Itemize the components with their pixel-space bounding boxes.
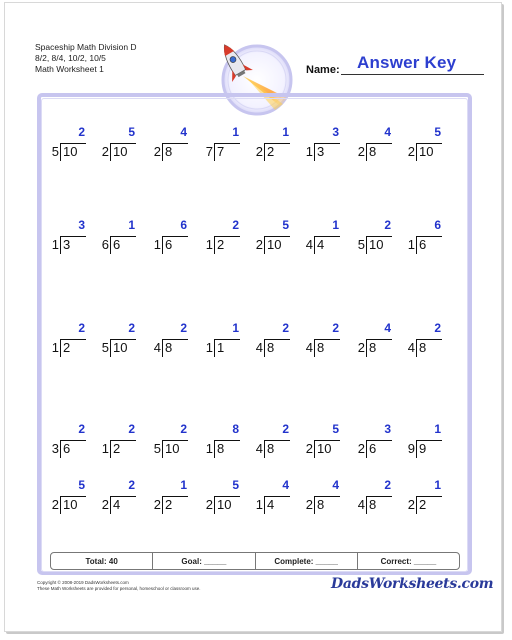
division-problem xyxy=(249,218,293,262)
division-bracket xyxy=(45,496,89,516)
dividend: 8 xyxy=(369,340,377,355)
division-problem xyxy=(299,422,343,466)
dividend: 8 xyxy=(267,441,275,456)
problem-grid xyxy=(45,125,465,545)
dividend: 8 xyxy=(317,340,325,355)
divisor: 4 xyxy=(305,237,313,252)
division-bracket xyxy=(351,496,395,516)
division-problem xyxy=(249,321,293,365)
quotient-answer: 4 xyxy=(180,125,187,139)
bracket-bar xyxy=(162,143,163,161)
dividend: 10 xyxy=(267,237,282,252)
divisor: 2 xyxy=(205,497,213,512)
divisor: 4 xyxy=(153,340,161,355)
bracket-bar xyxy=(110,236,111,254)
quotient-answer: 4 xyxy=(384,321,391,335)
bracket-bar xyxy=(366,440,367,458)
division-problem xyxy=(401,218,445,262)
divisor: 2 xyxy=(51,497,59,512)
quotient-answer: 2 xyxy=(282,422,289,436)
division-bracket xyxy=(351,339,395,359)
dividend: 1 xyxy=(217,340,225,355)
division-bracket xyxy=(147,496,191,516)
division-bracket xyxy=(299,339,343,359)
division-bracket xyxy=(401,143,445,163)
division-bracket xyxy=(401,496,445,516)
dividend: 6 xyxy=(113,237,121,252)
dividend: 2 xyxy=(267,144,275,159)
divisor: 4 xyxy=(255,340,263,355)
division-problem xyxy=(249,422,293,466)
division-problem xyxy=(199,125,243,169)
division-problem xyxy=(95,321,139,365)
dividend: 10 xyxy=(113,144,128,159)
division-problem xyxy=(95,478,139,522)
quotient-answer: 3 xyxy=(332,125,339,139)
divisor: 1 xyxy=(51,340,59,355)
divisor: 4 xyxy=(357,497,365,512)
quotient-answer: 2 xyxy=(232,218,239,232)
divisor: 7 xyxy=(205,144,213,159)
division-bracket xyxy=(199,236,243,256)
bracket-bar xyxy=(162,496,163,514)
division-bracket xyxy=(45,339,89,359)
divisor: 9 xyxy=(407,441,415,456)
bracket-bar xyxy=(162,440,163,458)
dividend: 9 xyxy=(419,441,427,456)
division-problem xyxy=(95,218,139,262)
division-problem xyxy=(199,422,243,466)
division-problem xyxy=(299,321,343,365)
dividend: 3 xyxy=(63,237,71,252)
division-bracket xyxy=(147,339,191,359)
quotient-answer: 2 xyxy=(128,321,135,335)
quotient-answer: 2 xyxy=(180,321,187,335)
division-problem xyxy=(299,478,343,522)
bracket-bar xyxy=(416,339,417,357)
quotient-answer: 2 xyxy=(128,478,135,492)
quotient-answer: 2 xyxy=(434,321,441,335)
division-bracket xyxy=(299,236,343,256)
divisor: 2 xyxy=(407,497,415,512)
bracket-bar xyxy=(314,496,315,514)
quotient-answer: 2 xyxy=(332,321,339,335)
division-problem xyxy=(147,218,191,262)
dividend: 10 xyxy=(317,441,332,456)
division-problem xyxy=(351,422,395,466)
dividend: 3 xyxy=(317,144,325,159)
divisor: 1 xyxy=(205,237,213,252)
dividend: 7 xyxy=(217,144,225,159)
quotient-answer: 1 xyxy=(332,218,339,232)
division-problem xyxy=(147,125,191,169)
divisor: 1 xyxy=(205,340,213,355)
division-bracket xyxy=(401,236,445,256)
division-bracket xyxy=(351,236,395,256)
divisor: 1 xyxy=(205,441,213,456)
quotient-answer: 2 xyxy=(78,422,85,436)
dividend: 10 xyxy=(113,340,128,355)
bracket-bar xyxy=(162,339,163,357)
quotient-answer: 1 xyxy=(282,125,289,139)
copyright-line-1: Copyright © 2008-2019 DadsWorksheets.com xyxy=(37,580,129,585)
dividend: 8 xyxy=(267,340,275,355)
division-bracket xyxy=(401,339,445,359)
name-line[interactable] xyxy=(341,74,484,75)
division-problem xyxy=(45,125,89,169)
dividend: 2 xyxy=(165,497,173,512)
bracket-bar xyxy=(214,143,215,161)
quotient-answer: 4 xyxy=(384,125,391,139)
name-label: Name: xyxy=(306,64,340,76)
division-problem xyxy=(351,125,395,169)
copyright-line-2: These Math Worksheets are provided for personal, homeschool or classroom use. xyxy=(37,586,201,591)
dividend: 2 xyxy=(63,340,71,355)
dividend: 10 xyxy=(63,144,78,159)
division-bracket xyxy=(95,496,139,516)
divisor: 2 xyxy=(305,497,313,512)
divisor: 1 xyxy=(51,237,59,252)
divisor: 2 xyxy=(255,237,263,252)
dividend: 8 xyxy=(369,497,377,512)
dividend: 10 xyxy=(165,441,180,456)
bracket-bar xyxy=(214,339,215,357)
division-bracket xyxy=(147,143,191,163)
quotient-answer: 6 xyxy=(434,218,441,232)
brand-part-1: Dads xyxy=(331,576,369,592)
division-problem xyxy=(351,321,395,365)
divisor: 2 xyxy=(153,497,161,512)
divisor: 2 xyxy=(357,144,365,159)
quotient-answer: 2 xyxy=(282,321,289,335)
division-problem xyxy=(95,125,139,169)
bracket-bar xyxy=(110,440,111,458)
dividend: 6 xyxy=(419,237,427,252)
bracket-bar xyxy=(416,440,417,458)
division-problem xyxy=(199,478,243,522)
brand-part-3: .com xyxy=(456,576,494,592)
dividend: 2 xyxy=(419,497,427,512)
divisor: 1 xyxy=(305,144,313,159)
answer-key-label: Answer Key xyxy=(357,53,457,72)
bracket-bar xyxy=(366,496,367,514)
division-problem xyxy=(401,422,445,466)
dividend: 10 xyxy=(63,497,78,512)
divisor: 2 xyxy=(153,144,161,159)
quotient-answer: 1 xyxy=(434,478,441,492)
bracket-bar xyxy=(314,236,315,254)
goal-field[interactable]: Goal: _____ xyxy=(153,553,255,569)
bracket-bar xyxy=(264,339,265,357)
division-bracket xyxy=(351,143,395,163)
division-bracket xyxy=(199,496,243,516)
dividend: 6 xyxy=(165,237,173,252)
division-bracket xyxy=(249,496,293,516)
copyright-text xyxy=(37,580,201,592)
division-problem xyxy=(45,218,89,262)
divisor: 2 xyxy=(101,497,109,512)
division-problem xyxy=(351,218,395,262)
divisor: 2 xyxy=(357,340,365,355)
quotient-answer: 3 xyxy=(384,422,391,436)
quotient-answer: 4 xyxy=(332,478,339,492)
division-problem xyxy=(351,478,395,522)
bracket-bar xyxy=(60,496,61,514)
division-problem xyxy=(95,422,139,466)
worksheet-subtitle: Math Worksheet 1 xyxy=(35,64,104,74)
quotient-answer: 1 xyxy=(128,218,135,232)
worksheet-meta xyxy=(35,42,137,75)
dividend: 10 xyxy=(419,144,434,159)
bracket-bar xyxy=(366,236,367,254)
bracket-bar xyxy=(416,236,417,254)
bracket-bar xyxy=(314,339,315,357)
division-problem xyxy=(249,125,293,169)
dividend: 6 xyxy=(369,441,377,456)
division-bracket xyxy=(95,143,139,163)
bracket-bar xyxy=(110,143,111,161)
divisor: 5 xyxy=(357,237,365,252)
divisor: 6 xyxy=(101,237,109,252)
division-problem xyxy=(249,478,293,522)
division-bracket xyxy=(95,440,139,460)
division-bracket xyxy=(299,496,343,516)
bracket-bar xyxy=(110,496,111,514)
quotient-answer: 2 xyxy=(180,422,187,436)
bracket-bar xyxy=(110,339,111,357)
worksheet-title: Spaceship Math Division D xyxy=(35,42,137,52)
dividend: 8 xyxy=(165,144,173,159)
division-bracket xyxy=(147,236,191,256)
bracket-bar xyxy=(314,440,315,458)
division-bracket xyxy=(95,339,139,359)
bracket-bar xyxy=(214,236,215,254)
correct-field[interactable]: Correct: _____ xyxy=(380,556,437,566)
division-problem xyxy=(147,422,191,466)
division-problem xyxy=(401,125,445,169)
division-problem xyxy=(199,321,243,365)
bracket-bar xyxy=(60,339,61,357)
quotient-answer: 5 xyxy=(78,478,85,492)
division-bracket xyxy=(249,143,293,163)
quotient-answer: 8 xyxy=(232,422,239,436)
divisor: 4 xyxy=(407,340,415,355)
division-problem xyxy=(45,478,89,522)
divisor: 2 xyxy=(255,144,263,159)
bracket-bar xyxy=(162,236,163,254)
divisor: 1 xyxy=(153,237,161,252)
dividend: 8 xyxy=(217,441,225,456)
division-bracket xyxy=(249,236,293,256)
bracket-bar xyxy=(60,440,61,458)
dividend: 8 xyxy=(419,340,427,355)
quotient-answer: 3 xyxy=(78,218,85,232)
quotient-answer: 4 xyxy=(282,478,289,492)
bracket-bar xyxy=(416,496,417,514)
division-bracket xyxy=(401,440,445,460)
dividend: 8 xyxy=(317,497,325,512)
divisor: 1 xyxy=(255,497,263,512)
divisor: 2 xyxy=(101,144,109,159)
brand-part-2: Worksheets xyxy=(368,576,457,592)
quotient-answer: 2 xyxy=(78,125,85,139)
quotient-answer: 5 xyxy=(282,218,289,232)
bracket-bar xyxy=(264,143,265,161)
quotient-answer: 2 xyxy=(384,478,391,492)
worksheet-facts: 8/2, 8/4, 10/2, 10/5 xyxy=(35,53,106,63)
quotient-answer: 1 xyxy=(180,478,187,492)
bracket-bar xyxy=(214,496,215,514)
quotient-answer: 2 xyxy=(78,321,85,335)
division-bracket xyxy=(199,143,243,163)
divisor: 4 xyxy=(255,441,263,456)
complete-field[interactable]: Complete: _____ xyxy=(256,553,358,569)
dividend: 2 xyxy=(113,441,121,456)
division-problem xyxy=(147,478,191,522)
divisor: 4 xyxy=(305,340,313,355)
bracket-bar xyxy=(416,143,417,161)
quotient-answer: 2 xyxy=(128,422,135,436)
bracket-bar xyxy=(264,440,265,458)
brand-logo xyxy=(331,576,493,592)
total-field: Total: 40 xyxy=(51,553,153,569)
division-bracket xyxy=(199,339,243,359)
quotient-answer: 5 xyxy=(128,125,135,139)
divisor: 2 xyxy=(407,144,415,159)
dividend: 4 xyxy=(317,237,325,252)
division-bracket xyxy=(147,440,191,460)
quotient-answer: 6 xyxy=(180,218,187,232)
division-bracket xyxy=(95,236,139,256)
dividend: 10 xyxy=(217,497,232,512)
bracket-bar xyxy=(60,236,61,254)
division-problem xyxy=(401,478,445,522)
dividend: 8 xyxy=(369,144,377,159)
division-problem xyxy=(401,321,445,365)
quotient-answer: 5 xyxy=(434,125,441,139)
division-problem xyxy=(299,125,343,169)
dividend: 6 xyxy=(63,441,71,456)
divisor: 1 xyxy=(101,441,109,456)
division-bracket xyxy=(45,440,89,460)
divisor: 2 xyxy=(305,441,313,456)
dividend: 8 xyxy=(165,340,173,355)
division-bracket xyxy=(299,440,343,460)
division-bracket xyxy=(351,440,395,460)
divisor: 2 xyxy=(357,441,365,456)
bracket-bar xyxy=(366,339,367,357)
divisor: 3 xyxy=(51,441,59,456)
division-problem xyxy=(199,218,243,262)
division-bracket xyxy=(45,236,89,256)
division-bracket xyxy=(249,339,293,359)
bracket-bar xyxy=(366,143,367,161)
bracket-bar xyxy=(264,236,265,254)
division-bracket xyxy=(45,143,89,163)
division-problem xyxy=(299,218,343,262)
division-bracket xyxy=(249,440,293,460)
bracket-bar xyxy=(214,440,215,458)
divisor: 1 xyxy=(407,237,415,252)
quotient-answer: 1 xyxy=(232,321,239,335)
divisor: 5 xyxy=(101,340,109,355)
division-problem xyxy=(45,321,89,365)
quotient-answer: 2 xyxy=(384,218,391,232)
division-bracket xyxy=(199,440,243,460)
divisor: 5 xyxy=(51,144,59,159)
quotient-answer: 5 xyxy=(232,478,239,492)
bracket-bar xyxy=(60,143,61,161)
division-problem xyxy=(147,321,191,365)
bracket-bar xyxy=(314,143,315,161)
quotient-answer: 1 xyxy=(232,125,239,139)
divisor: 5 xyxy=(153,441,161,456)
division-problem xyxy=(45,422,89,466)
dividend: 4 xyxy=(113,497,121,512)
dividend: 2 xyxy=(217,237,225,252)
bracket-bar xyxy=(264,496,265,514)
score-bar xyxy=(50,552,460,570)
division-bracket xyxy=(299,143,343,163)
quotient-answer: 5 xyxy=(332,422,339,436)
quotient-answer: 1 xyxy=(434,422,441,436)
dividend: 10 xyxy=(369,237,384,252)
dividend: 4 xyxy=(267,497,275,512)
